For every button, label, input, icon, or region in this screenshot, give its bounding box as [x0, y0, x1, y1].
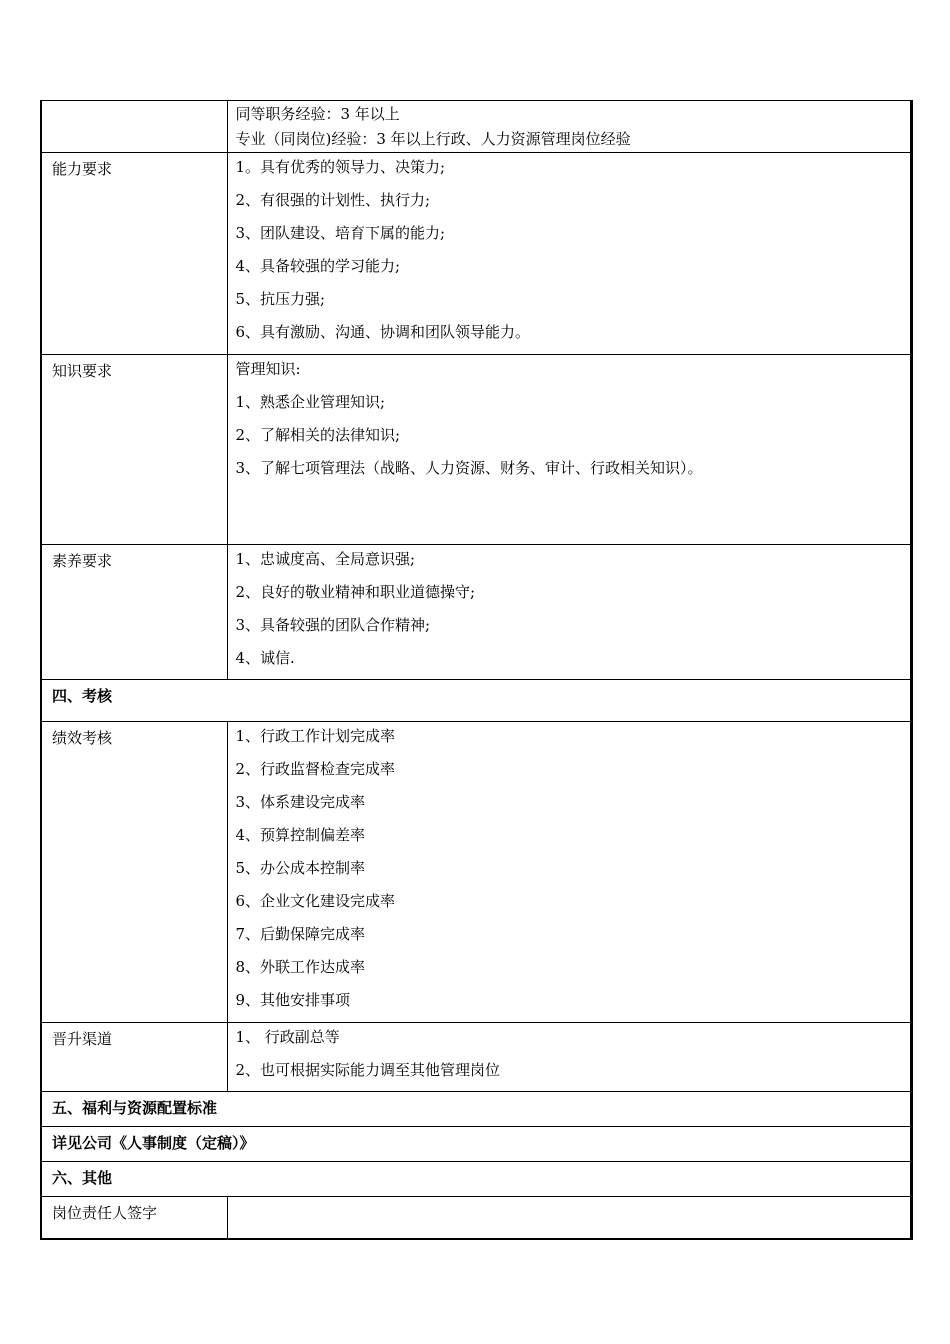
ability-list [227, 153, 911, 355]
knowledge-list [227, 355, 911, 545]
quality-list [227, 545, 911, 680]
experience-row [41, 101, 911, 153]
knowledge-row [41, 355, 911, 545]
list-item: 1、 行政副总等 [235, 1028, 340, 1046]
list-item: 1、行政工作计划完成率 [235, 727, 396, 745]
ability-label: 能力要求 [41, 153, 227, 355]
list-item: 3、体系建设完成率 [235, 793, 366, 811]
list-item: 6、具有激励、沟通、协调和团队领导能力。 [235, 323, 531, 341]
section-5-title: 五、福利与资源配置标准 [41, 1092, 911, 1127]
list-item: 2、也可根据实际能力调至其他管理岗位 [235, 1061, 501, 1079]
ability-row [41, 153, 911, 355]
list-item: 管理知识: [235, 360, 301, 378]
experience-line: 同等职务经验：3 年以上 [235, 105, 400, 123]
performance-label: 绩效考核 [41, 722, 227, 1023]
list-item: 8、外联工作达成率 [235, 958, 366, 976]
list-item: 6、企业文化建设完成率 [235, 892, 396, 910]
section-4-row [41, 680, 911, 722]
promotion-label: 晋升渠道 [41, 1023, 227, 1092]
list-item: 3、了解七项管理法（战略、人力资源、财务、审计、行政相关知识）。 [235, 459, 703, 477]
section-5-note-row [41, 1127, 911, 1162]
signature-label: 岗位责任人签字 [41, 1197, 227, 1239]
job-description-document [40, 100, 910, 1240]
performance-list [227, 722, 911, 1023]
list-item: 4、预算控制偏差率 [235, 826, 366, 844]
list-item: 4、诚信. [235, 649, 295, 667]
list-item: 7、后勤保障完成率 [235, 925, 366, 943]
promotion-list [227, 1023, 911, 1092]
experience-label-cell [41, 101, 227, 153]
knowledge-label: 知识要求 [41, 355, 227, 545]
list-item: 5、办公成本控制率 [235, 859, 366, 877]
signature-field[interactable] [227, 1197, 911, 1239]
list-item: 2、了解相关的法律知识; [235, 426, 401, 444]
signature-row [41, 1197, 911, 1239]
quality-label: 素养要求 [41, 545, 227, 680]
quality-row [41, 545, 911, 680]
list-item: 3、具备较强的团队合作精神; [235, 616, 431, 634]
section-6-row [41, 1162, 911, 1197]
list-item: 1。具有优秀的领导力、决策力; [235, 158, 446, 176]
section-5-note: 详见公司《人事制度（定稿）》 [41, 1127, 911, 1162]
list-item: 2、良好的敬业精神和职业道德操守; [235, 583, 476, 601]
job-requirements-table [40, 100, 913, 1240]
list-item: 3、团队建设、培育下属的能力; [235, 224, 446, 242]
list-item: 1、忠诚度高、全局意识强; [235, 550, 416, 568]
performance-row [41, 722, 911, 1023]
list-item: 1、熟悉企业管理知识; [235, 393, 386, 411]
list-item: 9、其他安排事项 [235, 991, 351, 1009]
section-4-title: 四、考核 [41, 680, 911, 722]
list-item: 4、具备较强的学习能力; [235, 257, 401, 275]
list-item: 2、有很强的计划性、执行力; [235, 191, 431, 209]
promotion-row [41, 1023, 911, 1092]
experience-content-cell [227, 101, 911, 153]
list-item: 2、行政监督检查完成率 [235, 760, 396, 778]
list-item: 5、抗压力强; [235, 290, 326, 308]
section-5-row [41, 1092, 911, 1127]
section-6-title: 六、其他 [41, 1162, 911, 1197]
experience-line: 专业（同岗位)经验：3 年以上行政、人力资源管理岗位经验 [235, 130, 631, 148]
